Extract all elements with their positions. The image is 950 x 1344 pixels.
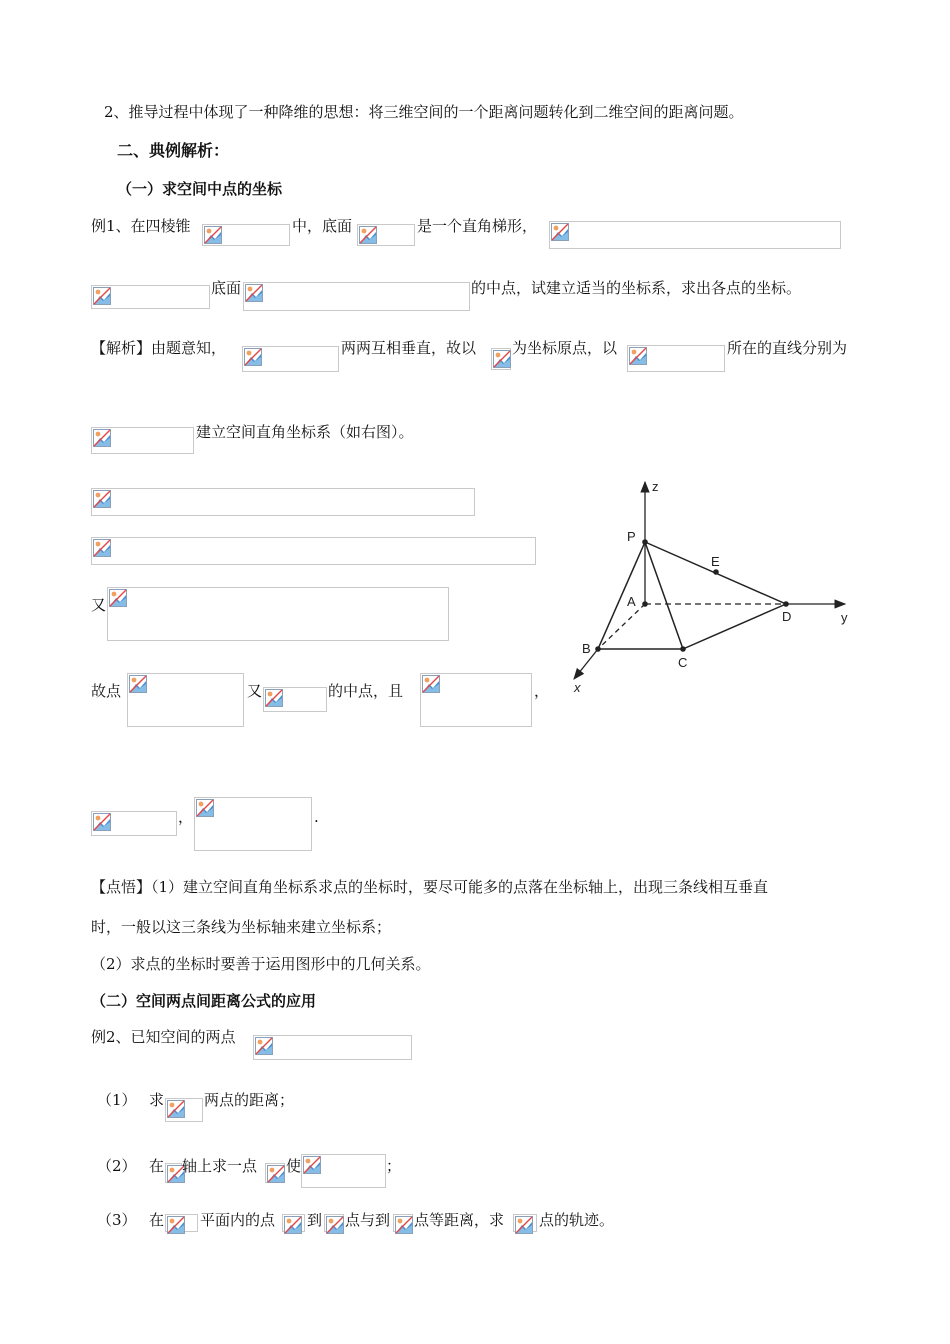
broken-image-icon (167, 1216, 185, 1234)
formula-image (202, 224, 290, 246)
sol-origin: 为坐标原点，以 (512, 339, 618, 357)
ex2-q2-c: 使 (286, 1157, 302, 1175)
ex1-task: 的中点，试建立适当的坐标系，求出各点的坐标。 (471, 279, 802, 297)
label-p: P (627, 529, 636, 544)
ex2-label: 例2、已知空间的两点 (91, 1028, 236, 1046)
formula-image (91, 537, 536, 565)
subsection-title-2: （二）空间两点间距离公式的应用 (91, 992, 317, 1010)
ex1-trap: 是一个直角梯形， (417, 217, 538, 235)
ex2-q3-f: 点的轨迹。 (539, 1211, 615, 1229)
formula-image (91, 488, 475, 516)
broken-image-icon (93, 813, 111, 831)
formula-image (91, 285, 210, 309)
formula-image (324, 1214, 344, 1232)
ex1-base: 底面 (211, 279, 242, 297)
broken-image-icon (109, 589, 127, 607)
formula-image (420, 673, 532, 727)
broken-image-icon (303, 1156, 321, 1174)
broken-image-icon (265, 689, 283, 707)
sol-mid-qie: 的中点，且 (328, 682, 404, 700)
formula-image (107, 587, 449, 641)
ex2-q1-num: （1） (97, 1091, 137, 1109)
broken-image-icon (167, 1100, 185, 1118)
broken-image-icon (422, 675, 440, 693)
formula-image (165, 1214, 198, 1232)
insight-line-3: （2）求点的坐标时要善于运用图形中的几何关系。 (91, 955, 431, 973)
formula-image (627, 345, 725, 372)
label-b: B (582, 641, 591, 656)
ex2-q3-a: 在 (149, 1211, 165, 1229)
broken-image-icon (493, 350, 511, 368)
ex2-q2-num: （2） (97, 1157, 137, 1175)
ex2-q3-d: 点与到 (345, 1211, 391, 1229)
label-c: C (678, 655, 688, 670)
formula-image (91, 427, 194, 454)
broken-image-icon (204, 226, 222, 244)
sol-axes: 所在的直线分别为 (727, 339, 848, 357)
broken-image-icon (551, 223, 569, 241)
intro-note: 2、推导过程中体现了一种降维的思想：将三维空间的一个距离问题转化到二维空间的距离问题。 (104, 103, 744, 121)
broken-image-icon (359, 226, 377, 244)
formula-image (513, 1214, 537, 1232)
broken-image-icon (629, 347, 647, 365)
broken-image-icon (129, 675, 147, 693)
formula-image (265, 1163, 285, 1183)
sol-comma: ， (534, 682, 550, 700)
formula-image (91, 811, 177, 836)
broken-image-icon (395, 1216, 413, 1234)
label-a: A (627, 594, 636, 609)
broken-image-icon (244, 348, 262, 366)
formula-image (165, 1098, 203, 1122)
broken-image-icon (196, 799, 214, 817)
label-y: y (841, 610, 848, 625)
insight-line-1: 【点悟】（1）建立空间直角坐标系求点的坐标时，要尽可能多的点落在坐标轴上，出现三条线相互垂直 (91, 878, 769, 896)
section-title: 二、典例解析： (117, 141, 230, 160)
formula-image (282, 1214, 305, 1232)
broken-image-icon (255, 1037, 273, 1055)
broken-image-icon (515, 1216, 533, 1234)
ex2-q3-num: （3） (97, 1211, 137, 1229)
sol-comma: ， (178, 808, 194, 826)
formula-image (357, 224, 415, 246)
formula-image (491, 348, 511, 370)
ex2-q1-b: 两点的距离； (204, 1091, 295, 1109)
ex2-q3-e: 点等距离，求 (414, 1211, 505, 1229)
sol-you-1: 又 (91, 596, 107, 614)
formula-image (549, 221, 841, 249)
sol-gudian: 故点 (91, 682, 122, 700)
subsection-title-1: （一）求空间中点的坐标 (117, 180, 283, 198)
broken-image-icon (245, 284, 263, 302)
ex2-q3-c: 到 (307, 1211, 323, 1229)
formula-image (127, 673, 244, 727)
formula-image (242, 346, 339, 372)
broken-image-icon (93, 429, 111, 447)
broken-image-icon (93, 539, 111, 557)
ex2-q3-b: 平面内的点 (200, 1211, 276, 1229)
sol-you-2: 又 (247, 682, 263, 700)
sol-head: 【解析】由题意知， (91, 339, 227, 357)
pyramid-coordinate-figure (560, 470, 860, 700)
formula-image (263, 687, 327, 712)
ex2-q1-a: 求 (149, 1091, 165, 1109)
sol-period: . (314, 808, 319, 826)
ab-dashed (598, 604, 645, 649)
ex1-label: 例1、在四棱锥 (91, 217, 191, 235)
label-x: x (574, 680, 581, 695)
formula-image (253, 1035, 412, 1060)
ex2-q2-a: 在 (149, 1157, 165, 1175)
formula-image (243, 282, 470, 311)
ex2-q2-d: ； (386, 1157, 402, 1175)
formula-image (165, 1163, 182, 1183)
broken-image-icon (267, 1165, 285, 1183)
label-z: z (652, 479, 659, 494)
formula-image (194, 797, 312, 851)
ex2-q2-b: 轴上求一点 (182, 1157, 258, 1175)
label-e: E (711, 554, 720, 569)
broken-image-icon (93, 287, 111, 305)
broken-image-icon (326, 1216, 344, 1234)
formula-image (301, 1154, 386, 1188)
insight-line-2: 时，一般以这三条线为坐标轴来建立坐标系； (91, 918, 392, 936)
sol-perp: 两两互相垂直，故以 (341, 339, 477, 357)
sol-build: 建立空间直角坐标系（如右图）。 (196, 423, 414, 441)
formula-image (393, 1214, 413, 1232)
broken-image-icon (284, 1216, 302, 1234)
ex1-mid: 中，底面 (292, 217, 353, 235)
label-d: D (782, 609, 792, 624)
broken-image-icon (93, 490, 111, 508)
